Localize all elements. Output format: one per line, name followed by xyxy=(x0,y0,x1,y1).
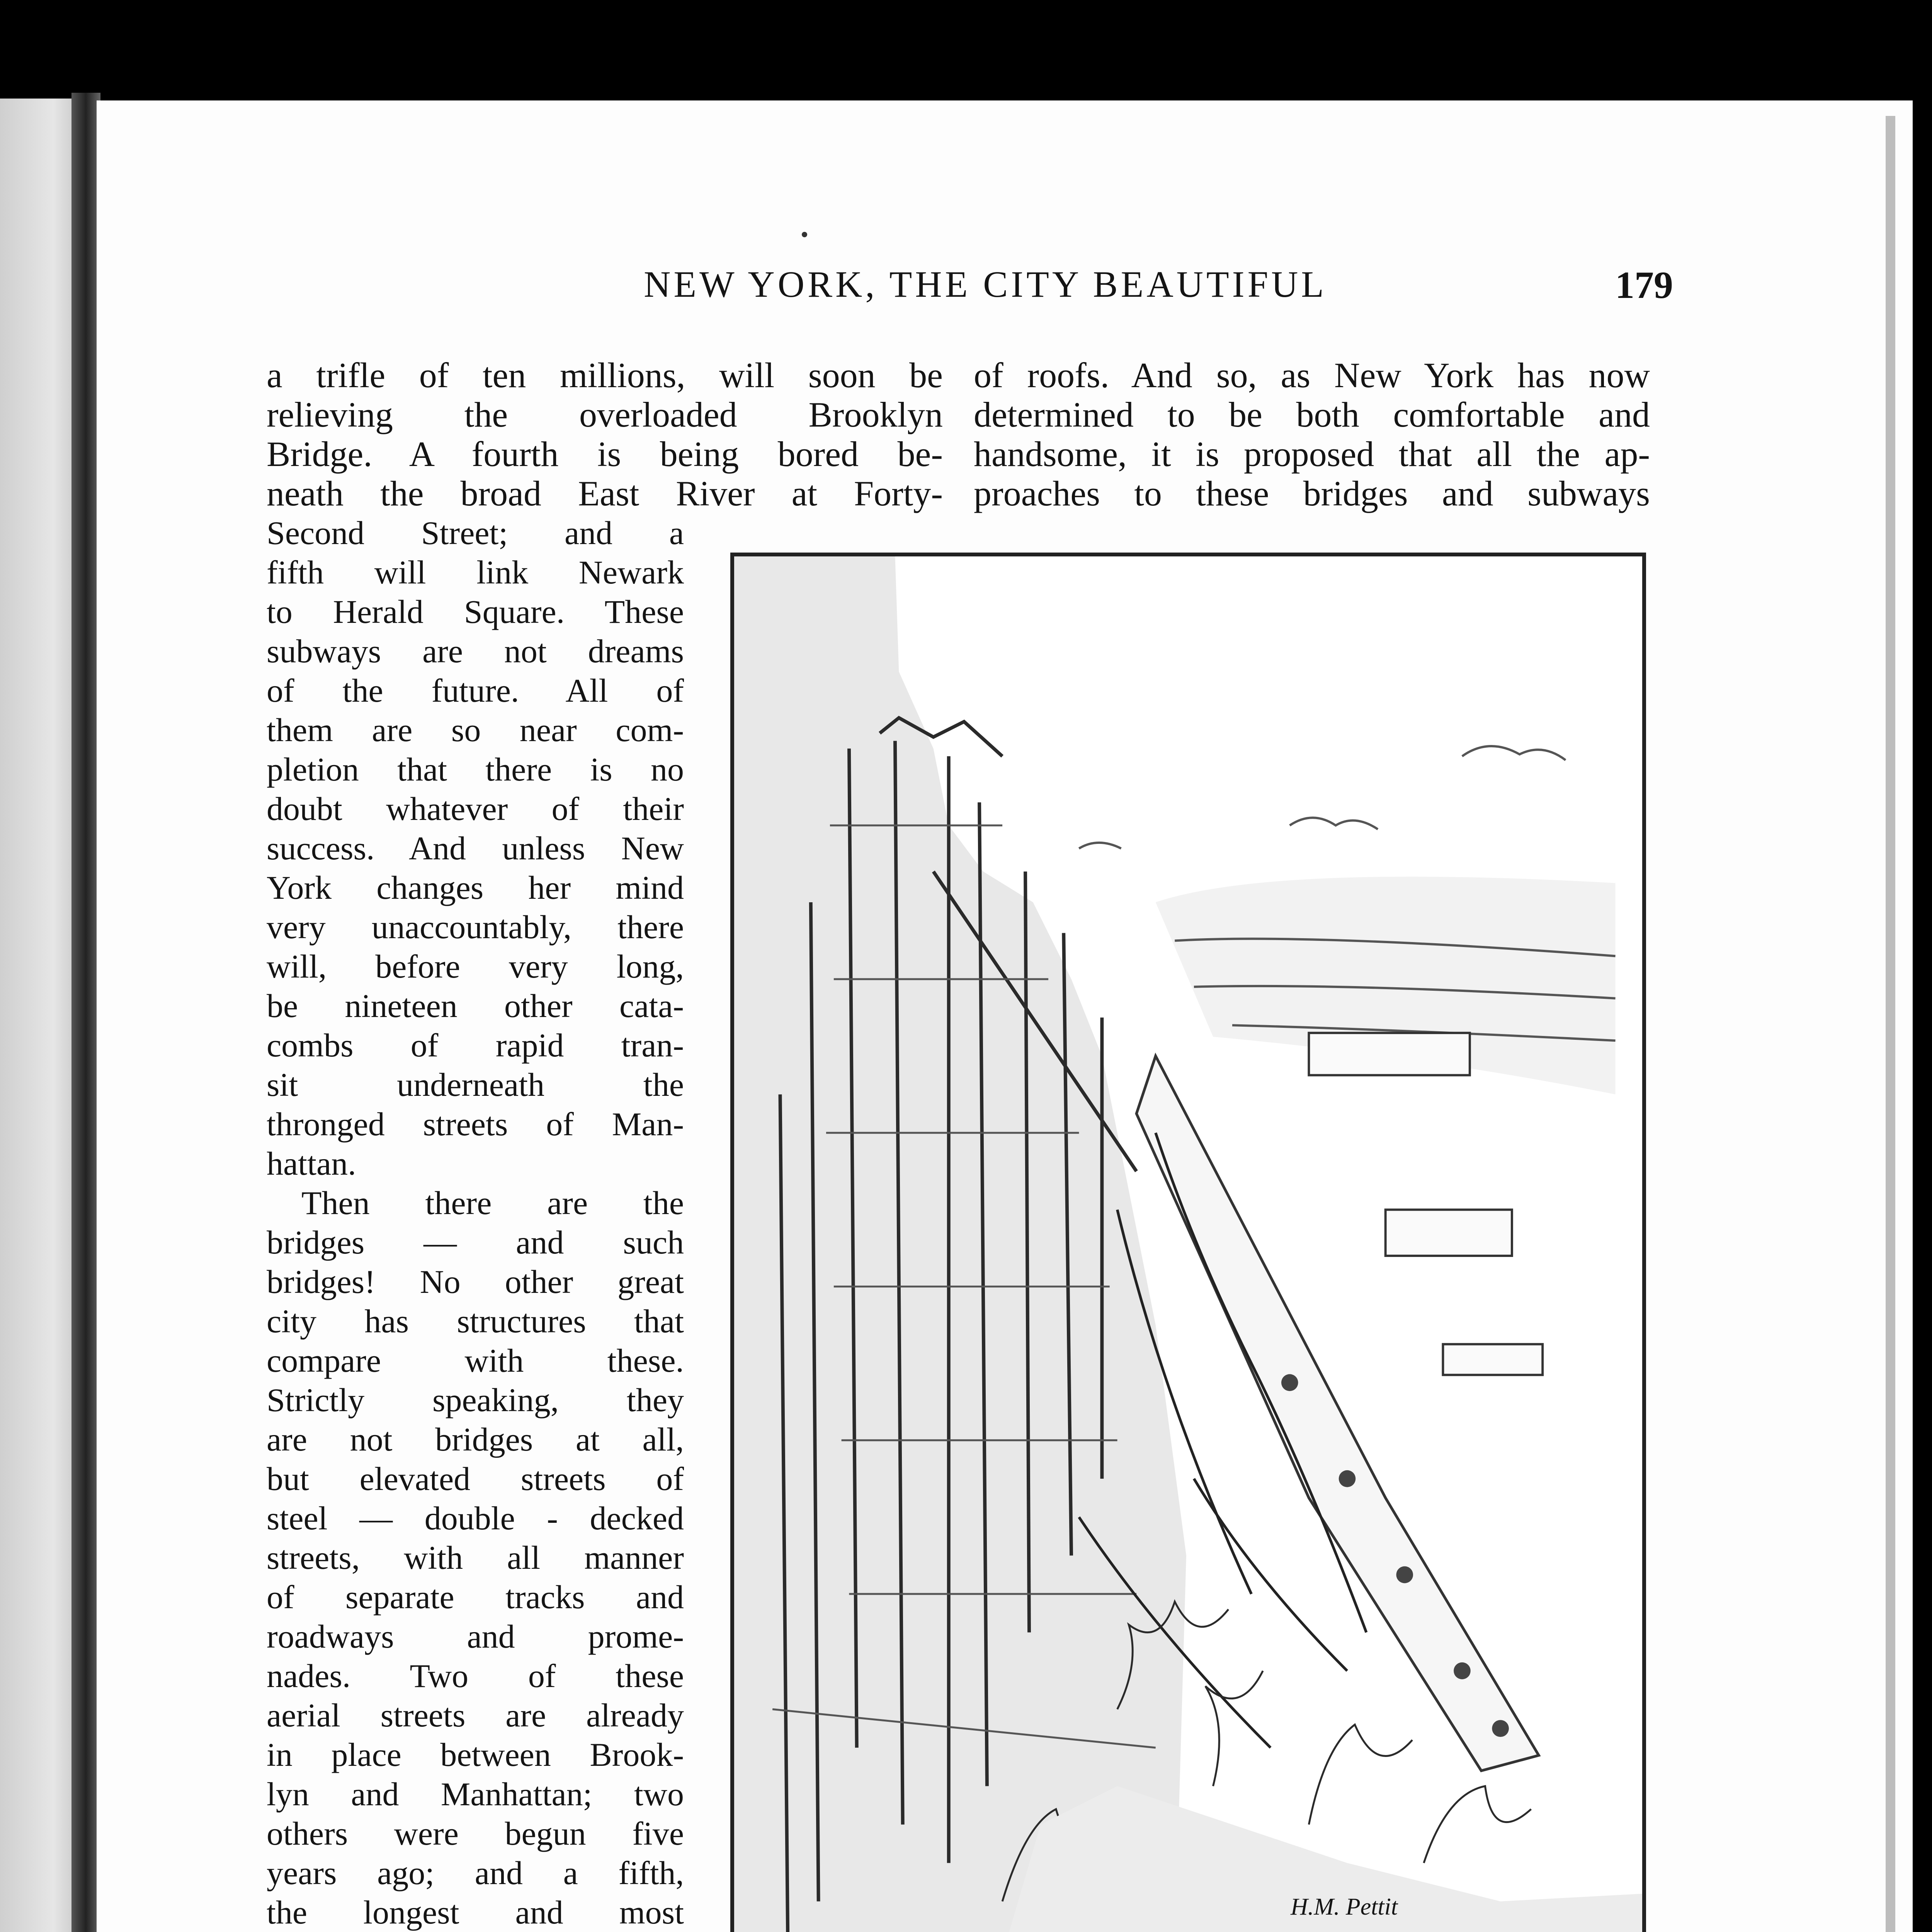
text-line: Then there are the xyxy=(301,1184,684,1221)
text-line: doubt whatever of their xyxy=(267,790,684,827)
text-line: nades. Two of these xyxy=(267,1657,684,1694)
text-line: city has structures that xyxy=(267,1303,684,1340)
text-line: years ago; and a fifth, xyxy=(267,1854,684,1891)
text-line: streets, with all manner xyxy=(267,1539,684,1576)
text-line: will, before very long, xyxy=(267,948,684,985)
text-line: to Herald Square. These xyxy=(267,593,684,630)
text-line: are not bridges at all, xyxy=(267,1421,684,1458)
palisades-drawing xyxy=(734,556,1642,1932)
text-line: but elevated streets of xyxy=(267,1460,684,1497)
text-line: be nineteen other cata- xyxy=(267,987,684,1024)
text-line: very unaccountably, there xyxy=(267,908,684,946)
text-line: in place between Brook- xyxy=(267,1736,684,1773)
text-line: pletion that there is no xyxy=(267,751,684,788)
text-line: combs of rapid tran- xyxy=(267,1027,684,1064)
text-line: determined to be both comfortable and xyxy=(974,395,1650,434)
page-edge xyxy=(1886,116,1895,1932)
text-line: Bridge. A fourth is being bored be- xyxy=(267,434,943,474)
text-line: of separate tracks and xyxy=(267,1578,684,1616)
text-line: York changes her mind xyxy=(267,869,684,906)
text-line: thronged streets of Man- xyxy=(267,1105,684,1143)
running-header: NEW YORK, THE CITY BEAUTIFUL xyxy=(644,264,1327,305)
text-line: neath the broad East River at Forty- xyxy=(267,474,943,513)
top-left-column xyxy=(267,355,943,513)
text-line: aerial streets are already xyxy=(267,1697,684,1734)
text-line: hattan. xyxy=(267,1145,356,1182)
text-line: fifth will link Newark xyxy=(267,554,684,591)
text-line: subways are not dreams xyxy=(267,633,684,670)
text-line: bridges — and such xyxy=(267,1224,684,1261)
text-line: relieving the overloaded Brooklyn xyxy=(267,395,943,434)
text-line: them are so near com- xyxy=(267,711,684,748)
text-line: Strictly speaking, they xyxy=(267,1381,684,1418)
text-line: of roofs. And so, as New York has now xyxy=(974,355,1650,395)
text-line: others were begun five xyxy=(267,1815,684,1852)
binding-gutter xyxy=(71,93,100,1932)
text-line: handsome, it is proposed that all the ap- xyxy=(974,434,1650,474)
text-line: Second Street; and a xyxy=(267,514,684,551)
text-line: the longest and most xyxy=(267,1894,684,1931)
text-line: of the future. All of xyxy=(267,672,684,709)
narrow-wrap-column xyxy=(267,513,684,1932)
text-line: a trifle of ten millions, will soon be xyxy=(267,355,943,395)
palisades-illustration xyxy=(730,553,1646,1932)
page-number: 179 xyxy=(1615,264,1673,306)
text-line: success. And unless New xyxy=(267,830,684,867)
text-line: proaches to these bridges and subways xyxy=(974,474,1650,513)
text-line: compare with these. xyxy=(267,1342,684,1379)
text-line: lyn and Manhattan; two xyxy=(267,1776,684,1813)
text-line: bridges! No other great xyxy=(267,1263,684,1300)
text-line: steel — double - decked xyxy=(267,1500,684,1537)
text-line: roadways and prome- xyxy=(267,1618,684,1655)
top-right-column xyxy=(974,355,1650,513)
artist-signature: H.M. Pettit xyxy=(1291,1894,1398,1920)
text-line: sit underneath the xyxy=(267,1066,684,1103)
specks xyxy=(802,232,807,237)
